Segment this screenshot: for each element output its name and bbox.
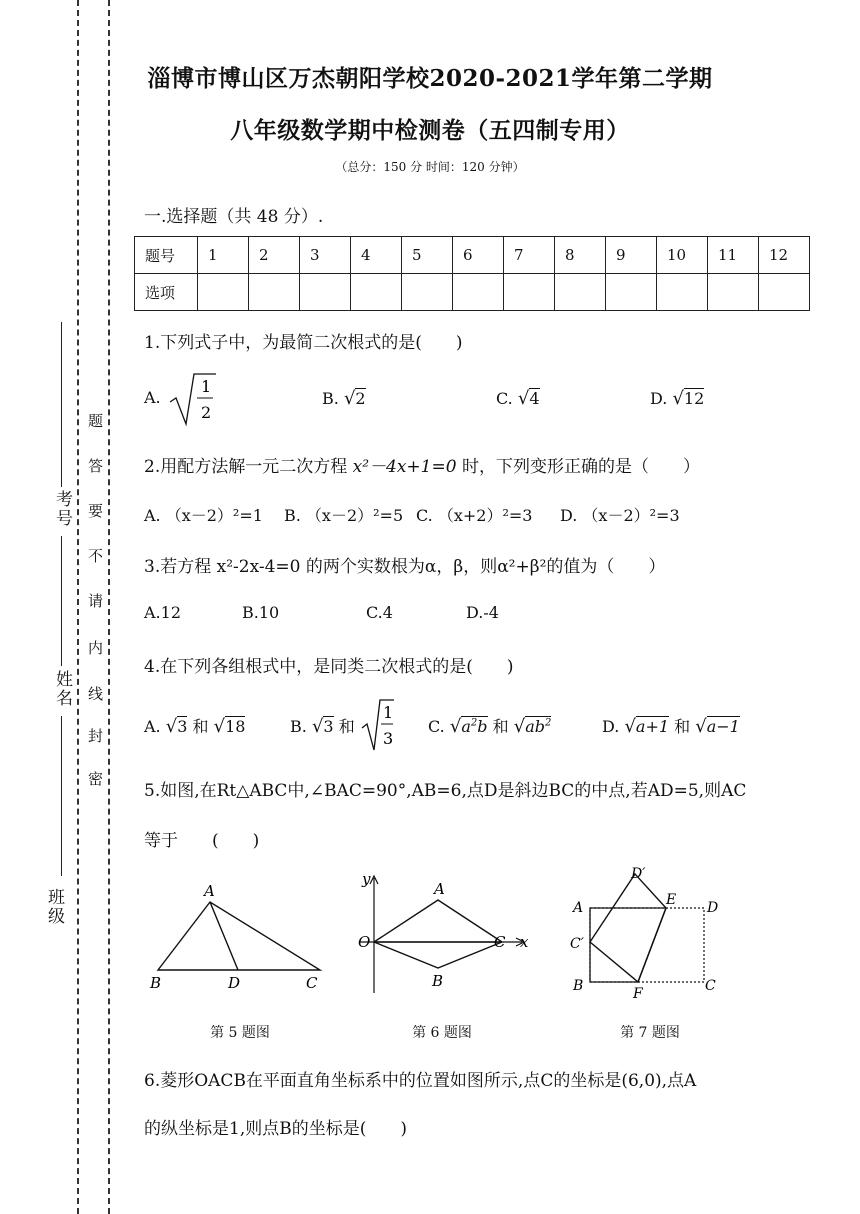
q1-option-c bbox=[496, 388, 540, 409]
table-cell: 6 bbox=[453, 237, 504, 274]
radicand: 2 bbox=[355, 389, 366, 408]
section-heading: 一.选择题（共 48 分）. bbox=[144, 207, 324, 227]
table-cell: 11 bbox=[708, 237, 759, 274]
label-C: C bbox=[705, 978, 716, 994]
binding-dashed-line-outer bbox=[77, 0, 79, 1214]
table-cell: 4 bbox=[351, 237, 402, 274]
figure-7-caption: 第 7 题图 bbox=[620, 1025, 680, 1041]
answer-cell[interactable] bbox=[402, 274, 453, 311]
question-4-stem: 4.在下列各组根式中，是同类二次根式的是( ) bbox=[144, 657, 514, 677]
label-E: E bbox=[666, 892, 677, 908]
table-cell: 8 bbox=[555, 237, 606, 274]
table-cell: 选项 bbox=[135, 274, 198, 311]
q1-option-d bbox=[650, 388, 704, 409]
label-D: D bbox=[707, 900, 719, 916]
seal-char: 请 bbox=[88, 592, 104, 610]
conjunction: 和 bbox=[192, 717, 209, 736]
q1-option-b bbox=[322, 388, 366, 409]
exam-no-label: 考号 bbox=[52, 490, 72, 528]
radical-sign-icon: √ bbox=[624, 716, 636, 737]
answer-cell[interactable] bbox=[606, 274, 657, 311]
label-x: x bbox=[520, 933, 529, 951]
question-2-stem bbox=[144, 452, 700, 477]
label-y: y bbox=[362, 870, 371, 888]
radical-sign-icon: √ bbox=[449, 716, 462, 737]
label-O: O bbox=[358, 933, 371, 951]
radical-sign-icon: √ bbox=[517, 388, 530, 409]
question-3-stem: 3.若方程 x²-2x-4=0 的两个实数根为α，β，则α²+β²的值为（ ） bbox=[144, 557, 666, 577]
stem-text: 2.用配方法解一元二次方程 bbox=[144, 457, 353, 477]
option-letter: B. bbox=[322, 389, 339, 408]
seal-char: 答 bbox=[88, 457, 104, 475]
question-6-stem-2: 的纵坐标是1,则点B的坐标是( ) bbox=[144, 1119, 407, 1139]
table-row bbox=[135, 274, 810, 311]
q1-a-radical-half bbox=[168, 370, 218, 428]
table-cell: 1 bbox=[198, 237, 249, 274]
radicand: 3 bbox=[323, 717, 334, 736]
answer-cell[interactable] bbox=[708, 274, 759, 311]
exam-no-line-2 bbox=[61, 536, 62, 666]
q3-option-d: D.-4 bbox=[466, 603, 499, 622]
q4-b-radical-third bbox=[360, 696, 396, 754]
seal-char: 题 bbox=[88, 412, 104, 430]
radical-sign-icon: √ bbox=[343, 388, 356, 409]
stem-text: 时，下列变形正确的是（ ） bbox=[456, 457, 700, 477]
label-C: C bbox=[494, 933, 506, 951]
q3-option-c: C.4 bbox=[366, 603, 393, 622]
conjunction: 和 bbox=[492, 717, 509, 736]
radical-sign-icon: √ bbox=[513, 716, 526, 737]
radicand: 18 bbox=[225, 717, 246, 736]
figure-5-caption: 第 5 题图 bbox=[210, 1025, 270, 1041]
q2-option-b: B. （x－2）²=5 bbox=[284, 506, 404, 525]
question-5-stem: 5.如图,在Rt△ABC中,∠BAC=90°,AB=6,点D是斜边BC的中点,若AD=5,则AC bbox=[144, 781, 747, 801]
option-letter: A. bbox=[144, 388, 161, 407]
seal-char: 密 bbox=[88, 770, 104, 788]
table-row bbox=[135, 237, 810, 274]
label-A: A bbox=[204, 882, 215, 900]
radicand-a2b: $a^2b$ bbox=[461, 717, 488, 736]
answer-cell[interactable] bbox=[198, 274, 249, 311]
radical-sign-icon: √ bbox=[311, 716, 324, 737]
seal-char: 线 bbox=[88, 685, 104, 703]
radicand: 12 bbox=[683, 389, 705, 408]
option-letter: C. bbox=[428, 717, 445, 736]
radicand: a−1 bbox=[706, 717, 740, 736]
label-B: B bbox=[432, 972, 444, 990]
binding-dashed-line-inner bbox=[108, 0, 110, 1214]
seal-char: 要 bbox=[88, 502, 104, 520]
exam-no-line bbox=[61, 322, 62, 487]
table-cell: 5 bbox=[402, 237, 453, 274]
question-6-stem: 6.菱形OACB在平面直角坐标系中的位置如图所示,点C的坐标是(6,0),点A bbox=[144, 1071, 697, 1091]
radical-sign-icon: √ bbox=[672, 388, 684, 409]
table-cell: 2 bbox=[249, 237, 300, 274]
option-letter: C. bbox=[496, 389, 513, 408]
seal-char: 不 bbox=[88, 547, 104, 565]
table-cell: 7 bbox=[504, 237, 555, 274]
q2-option-c: C. （x+2）²=3 bbox=[416, 506, 533, 525]
figure-7 bbox=[565, 862, 735, 1002]
radicand: 4 bbox=[529, 389, 540, 408]
equation: x²－4x+1=0 bbox=[352, 457, 457, 477]
table-cell: 10 bbox=[657, 237, 708, 274]
q3-option-b: B.10 bbox=[242, 603, 280, 622]
radicand: a+1 bbox=[635, 717, 670, 736]
answer-cell[interactable] bbox=[351, 274, 402, 311]
class-label: 班级 bbox=[44, 888, 64, 926]
radical-sign-icon: √ bbox=[165, 716, 178, 737]
q4-option-d bbox=[602, 714, 740, 737]
label-A: A bbox=[573, 900, 584, 916]
label-D-prime: D′ bbox=[631, 866, 646, 882]
denominator: 3 bbox=[383, 729, 394, 748]
label-A: A bbox=[434, 880, 445, 898]
numerator: 1 bbox=[383, 703, 394, 722]
denominator: 2 bbox=[201, 403, 212, 422]
answer-cell[interactable] bbox=[555, 274, 606, 311]
q3-option-a: A.12 bbox=[144, 603, 181, 622]
page-title-line2: 八年级数学期中检测卷（五四制专用） bbox=[230, 117, 630, 144]
radical-sign-icon: √ bbox=[695, 716, 707, 737]
numerator: 1 bbox=[201, 377, 212, 396]
option-letter: A. bbox=[144, 717, 161, 736]
label-D: D bbox=[228, 974, 241, 992]
option-letter: D. bbox=[650, 389, 668, 408]
answer-cell[interactable] bbox=[759, 274, 810, 311]
answer-cell[interactable] bbox=[453, 274, 504, 311]
label-C-prime: C′ bbox=[570, 936, 584, 952]
answer-cell[interactable] bbox=[657, 274, 708, 311]
answer-cell[interactable] bbox=[249, 274, 300, 311]
q2-option-a: A. （x－2）²=1 bbox=[144, 506, 263, 525]
conjunction: 和 bbox=[338, 717, 355, 736]
figure-6-caption: 第 6 题图 bbox=[412, 1025, 472, 1041]
label-F: F bbox=[633, 986, 643, 1002]
name-line bbox=[61, 716, 62, 876]
label-C: C bbox=[306, 974, 318, 992]
label-B: B bbox=[150, 974, 162, 992]
table-cell: 题号 bbox=[135, 237, 198, 274]
seal-char: 封 bbox=[88, 727, 104, 745]
question-5-stem-2: 等于 ( ) bbox=[144, 831, 260, 851]
exam-info: （总分：150 分 时间：120 分钟） bbox=[335, 160, 525, 174]
name-label: 姓名 bbox=[52, 670, 72, 708]
q1-option-a bbox=[144, 388, 161, 407]
option-letter: B. bbox=[290, 717, 307, 736]
option-letter: D. bbox=[602, 717, 620, 736]
table-cell: 3 bbox=[300, 237, 351, 274]
q4-option-b bbox=[290, 714, 355, 737]
label-B: B bbox=[573, 978, 584, 994]
q2-option-d: D. （x－2）²=3 bbox=[560, 506, 680, 525]
q4-option-c bbox=[428, 714, 551, 737]
radical-sign-icon: √ bbox=[213, 716, 226, 737]
radicand-ab2: $ab^2$ bbox=[525, 717, 552, 736]
q4-option-a bbox=[144, 714, 245, 737]
table-cell: 9 bbox=[606, 237, 657, 274]
answer-table bbox=[134, 236, 810, 311]
answer-cell[interactable] bbox=[504, 274, 555, 311]
question-1-stem: 1.下列式子中，为最简二次根式的是( ) bbox=[144, 333, 463, 353]
figure-5 bbox=[140, 880, 340, 1000]
conjunction: 和 bbox=[674, 717, 691, 736]
page-title: 淄博市博山区万杰朝阳学校2020-2021学年第二学期 bbox=[147, 65, 713, 92]
radicand: 3 bbox=[177, 717, 188, 736]
seal-char: 内 bbox=[88, 639, 104, 657]
table-cell: 12 bbox=[759, 237, 810, 274]
answer-cell[interactable] bbox=[300, 274, 351, 311]
figure-6 bbox=[350, 868, 540, 998]
